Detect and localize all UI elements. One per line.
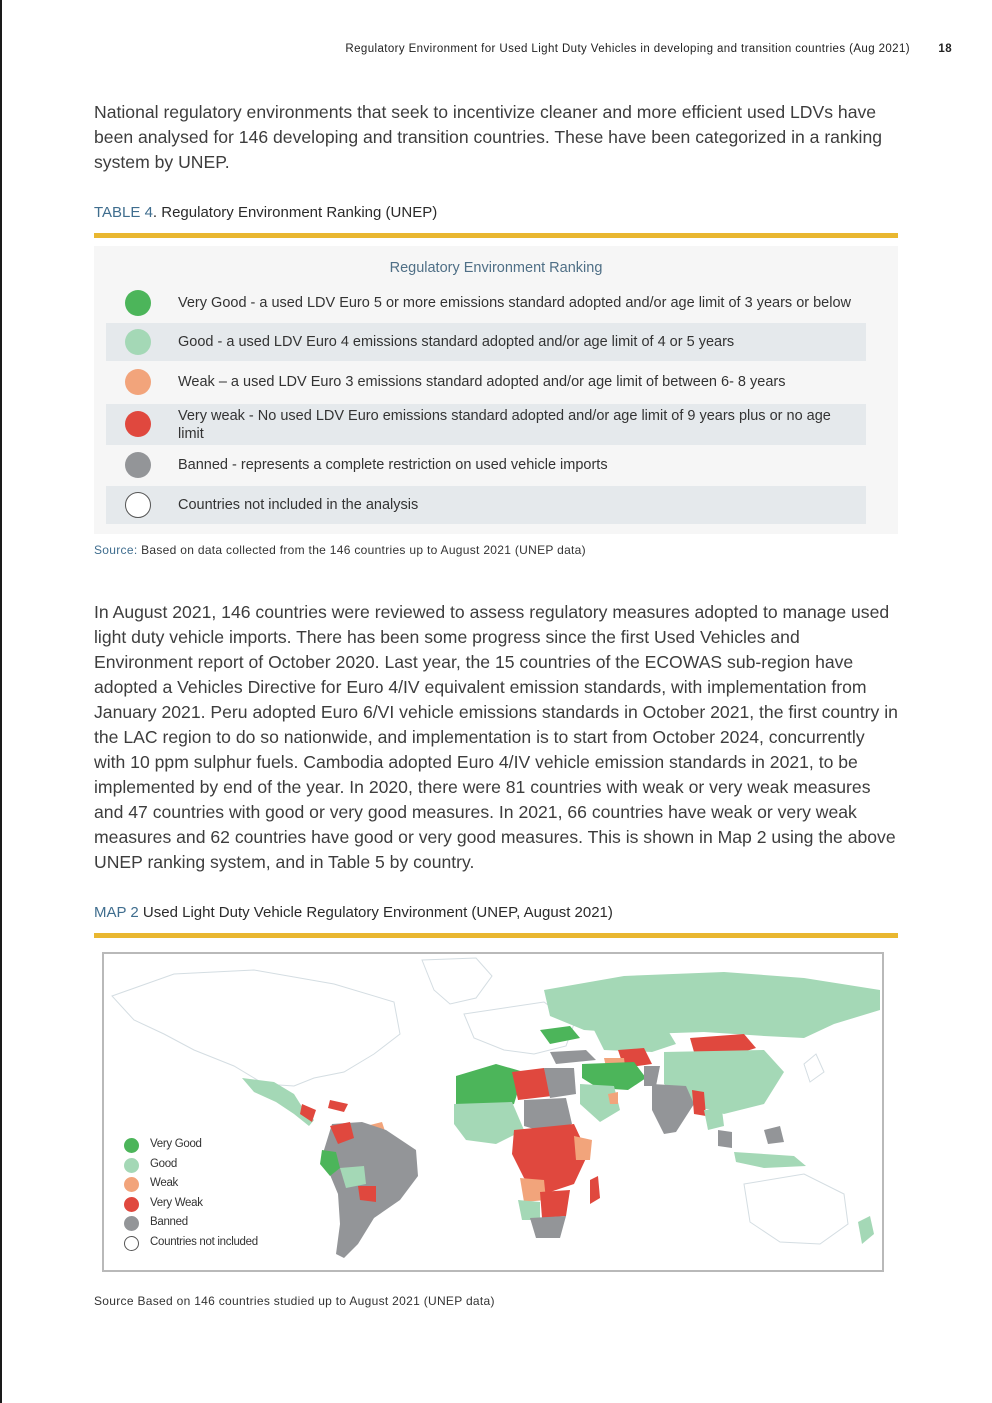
ranking-row-weak bbox=[106, 363, 866, 401]
legend-label: Good bbox=[150, 1157, 177, 1170]
ranking-row-text: Good - a used LDV Euro 4 emissions standard adopted and/or age limit of 4 or 5 years bbox=[178, 334, 735, 350]
legend-label: Very Good bbox=[150, 1138, 202, 1150]
table4-source-text: Based on data collected from the 146 countries up to August 2021 (UNEP data) bbox=[137, 543, 586, 557]
ranking-row-text: Very weak - No used LDV Euro emissions standard adopted and/or age limit of 9 years plus or no age limit bbox=[178, 407, 831, 442]
map2-title: Used Light Duty Vehicle Regulatory Environment (UNEP, August 2021) bbox=[138, 904, 613, 921]
table4-title: . Regulatory Environment Ranking (UNEP) bbox=[152, 204, 438, 221]
very-weak-dot-icon bbox=[125, 411, 151, 437]
ranking-row-good bbox=[106, 323, 866, 361]
good-dot-icon bbox=[125, 329, 151, 355]
legend-good-dot-icon bbox=[124, 1158, 139, 1173]
world-map-graphic bbox=[104, 954, 882, 1270]
world-map bbox=[102, 952, 884, 1272]
ranking-table bbox=[94, 246, 898, 534]
map2-caption bbox=[94, 904, 613, 921]
ranking-row-text: Countries not included in the analysis bbox=[178, 497, 419, 513]
running-header bbox=[0, 43, 952, 55]
intro-paragraph: National regulatory environments that seek to incentivize cleaner and more efficient used LDVs have been analysed for 146 developing and transition countries. These have been categorized in a ranking system by UNEP. bbox=[94, 102, 883, 172]
page-number: 18 bbox=[938, 43, 952, 55]
ranking-row-not-included bbox=[106, 486, 866, 524]
table4-source-label: Source: bbox=[94, 543, 138, 557]
ranking-row-very-weak bbox=[106, 404, 866, 445]
ranking-row-banned bbox=[106, 446, 866, 484]
weak-dot-icon bbox=[125, 369, 151, 395]
table4-caption bbox=[94, 204, 437, 221]
legend-very-weak-dot-icon bbox=[124, 1197, 139, 1212]
legend-label: Weak bbox=[150, 1177, 178, 1190]
very-good-dot-icon bbox=[125, 290, 151, 316]
table4-label: TABLE 4 bbox=[94, 204, 153, 221]
ranking-row-text: Very Good - a used LDV Euro 5 or more emissions standard adopted and/or age limit of 3 years or below bbox=[178, 295, 851, 311]
running-title: Regulatory Environment for Used Light Duty Vehicles in developing and transition countries (Aug 2021) bbox=[345, 43, 910, 55]
map2-rule bbox=[94, 933, 898, 938]
body-paragraph: In August 2021, 146 countries were reviewed to assess regulatory measures adopted to manage used light duty vehicle imports. There has been some progress since the first Used Vehicles and Environment report of October 2020. Last year, the 15 countries of the ECOWAS sub-region have adopted a Vehicles Directive for Euro 4/IV equivalent emission standards, with implementation from January 2021. Peru adopted Euro 6/VI vehicle emissions standards in October 2021, the first country in the LAC region to do so nationwide, and implementation is to start from October 2024, concurrently with 10 ppm sulphur fuels. Cambodia adopted Euro 4/IV vehicle emission standards in 2021, to be implemented by end of the year. In 2020, there were 81 countries with weak or very weak measures and 47 countries with good or very good measures. In 2021, 66 countries have weak or very weak measures and 62 countries have good or very good measures. This is shown in Map 2 using the above UNEP ranking system, and in Table 5 by country. bbox=[94, 602, 898, 872]
not-included-dot-icon bbox=[125, 492, 151, 518]
map2-source: Source Based on 146 countries studied up to August 2021 (UNEP data) bbox=[94, 1294, 495, 1308]
legend-very-good-dot-icon bbox=[124, 1138, 139, 1153]
table4-source bbox=[94, 543, 586, 557]
ranking-row-text: Banned - represents a complete restriction on used vehicle imports bbox=[178, 457, 608, 473]
banned-dot-icon bbox=[125, 452, 151, 478]
legend-label: Very Weak bbox=[150, 1196, 203, 1209]
legend-label: Banned bbox=[150, 1216, 188, 1229]
ranking-table-title: Regulatory Environment Ranking bbox=[389, 260, 603, 276]
table4-rule bbox=[94, 233, 898, 238]
legend-label: Countries not included bbox=[150, 1235, 258, 1248]
legend-not-included-dot-icon bbox=[124, 1236, 139, 1251]
ranking-row-very-good bbox=[106, 284, 866, 322]
map2-label: MAP 2 bbox=[94, 904, 139, 921]
ranking-row-text: Weak – a used LDV Euro 3 emissions standard adopted and/or age limit of between 6- 8 years bbox=[178, 374, 786, 390]
page-left-border bbox=[0, 0, 2, 1403]
